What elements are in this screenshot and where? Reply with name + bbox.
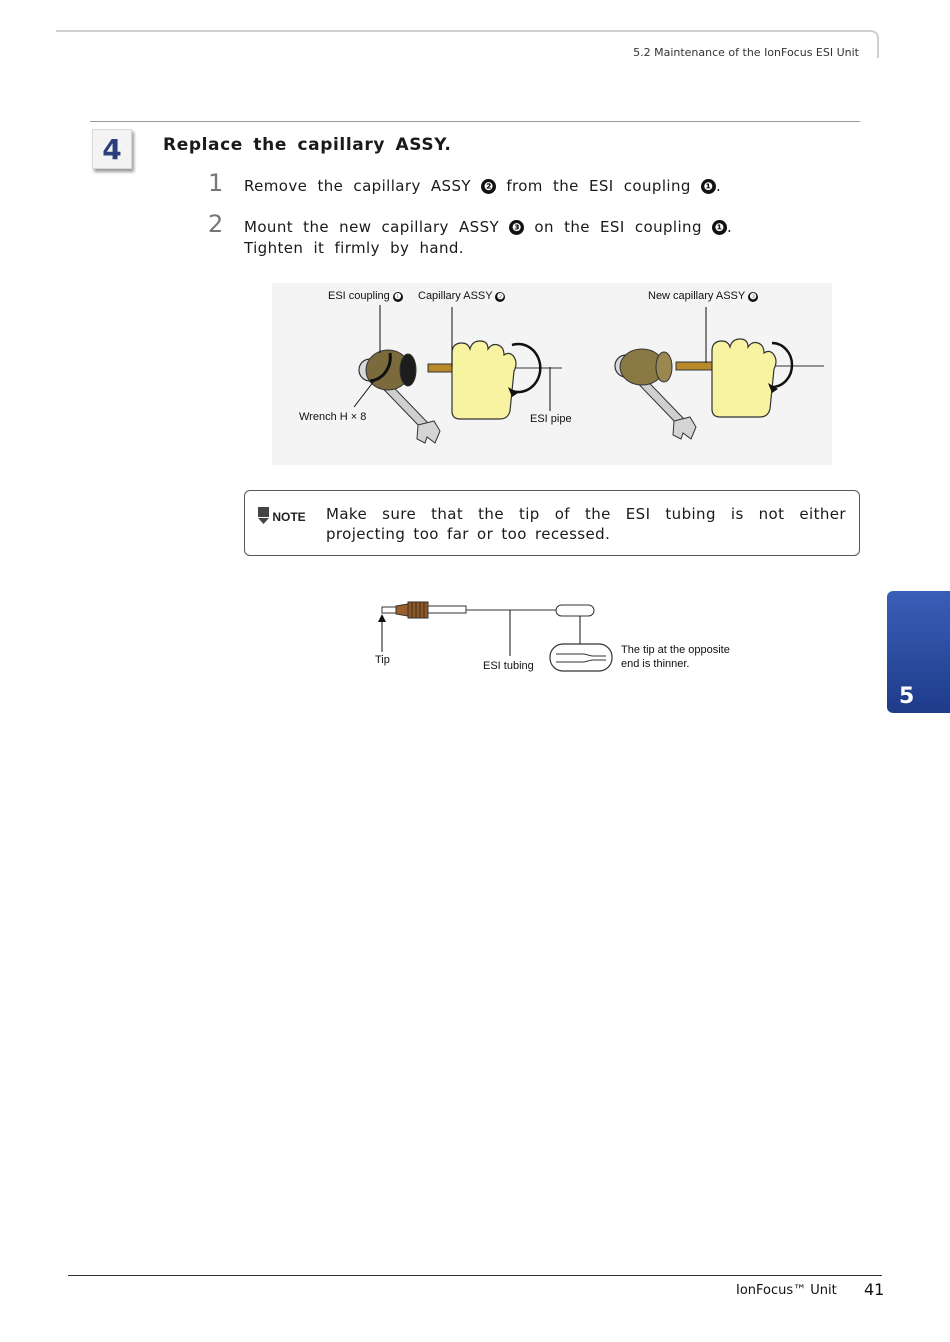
label-new-capillary-assy: New capillary ASSY ❸	[648, 290, 757, 302]
esi-tubing-figure	[370, 596, 750, 680]
label-wrench: Wrench H × 8	[299, 411, 367, 423]
esi-coupling-left-icon	[366, 350, 416, 390]
substep-2-number: 2	[208, 210, 224, 238]
page-number: 41	[864, 1280, 885, 1299]
step-rule	[90, 121, 860, 122]
glove-left-icon	[452, 341, 516, 419]
step-number-badge: 4	[92, 129, 132, 169]
header-corner	[870, 30, 879, 58]
label-esi-tubing: ESI tubing	[483, 660, 534, 672]
step-title: Replace the capillary ASSY.	[163, 135, 452, 155]
note-text: Make sure that the tip of the ESI tubing is not either projecting too far or too recessed.	[326, 505, 846, 543]
label-esi-coupling: ESI coupling ❶	[328, 290, 402, 302]
label-esi-pipe: ESI pipe	[530, 413, 572, 425]
running-header: 5.2 Maintenance of the IonFocus ESI Unit	[633, 46, 859, 59]
label-tip: Tip	[375, 654, 390, 666]
ref-circle-1: ❶	[712, 220, 727, 235]
ref-circle-3: ❸	[509, 220, 524, 235]
substep-1-number: 1	[208, 169, 224, 197]
tubing-fitting-icon	[382, 602, 466, 618]
label-capillary-assy: Capillary ASSY ❷	[418, 290, 505, 302]
chapter-number: 5	[899, 684, 915, 709]
footer-title: IonFocus™ Unit	[736, 1283, 837, 1298]
capillary-replacement-figure	[272, 283, 832, 465]
substep-2-line2: Tighten it firmly by hand.	[244, 239, 464, 257]
glove-right-icon	[712, 339, 776, 417]
label-opposite-tip: The tip at the opposite end is thinner.	[621, 644, 730, 670]
thinner-tip-zoom-icon	[550, 644, 612, 671]
header-rule	[56, 30, 872, 32]
chapter-tab	[887, 591, 950, 713]
esi-coupling-right-icon	[620, 349, 672, 385]
note-label: NOTE	[258, 507, 306, 525]
tubing-end-icon	[556, 605, 594, 616]
note-icon	[258, 507, 269, 525]
substep-1-text: Remove the capillary ASSY ❷ from the ESI coupling ❶ .	[244, 177, 722, 195]
ref-circle-2: ❷	[481, 179, 496, 194]
footer-rule	[68, 1275, 882, 1276]
substep-2-text: Mount the new capillary ASSY ❸ on the ESI coupling ❶ .	[244, 218, 733, 236]
ref-circle-1: ❶	[701, 179, 716, 194]
figure1-drawing	[272, 283, 832, 465]
